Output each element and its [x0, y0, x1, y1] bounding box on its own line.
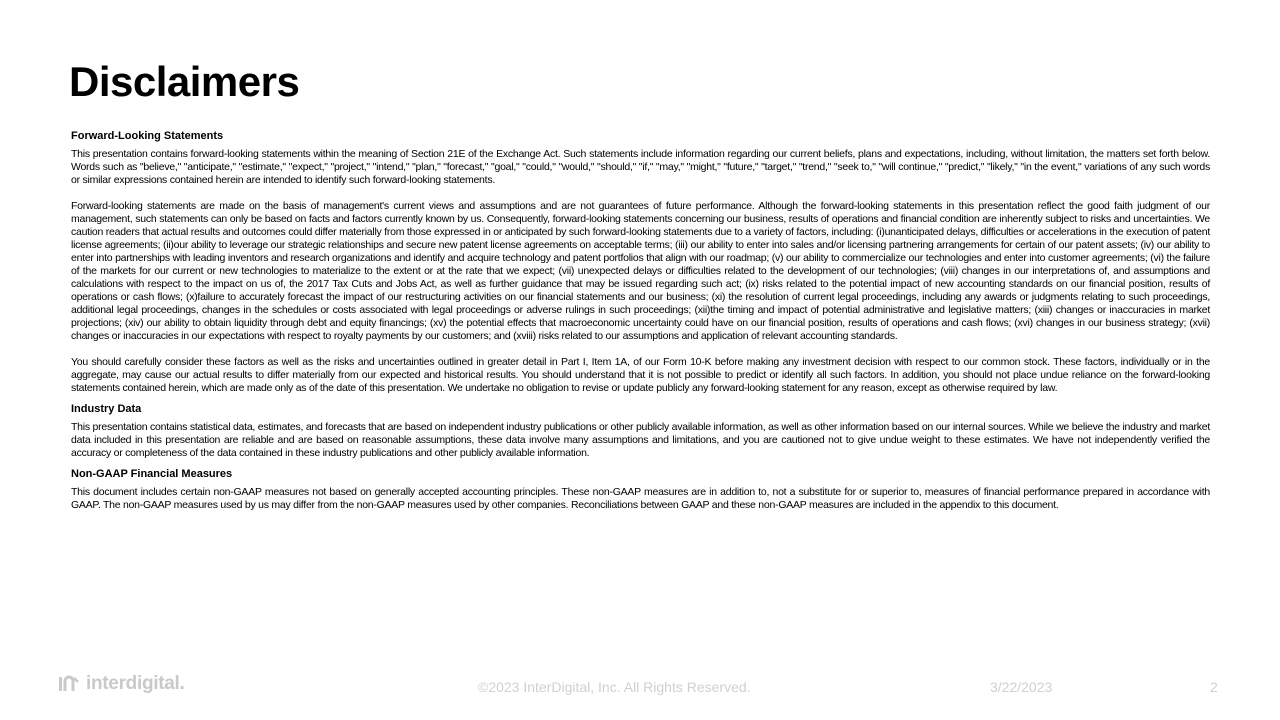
disclaimer-body: [71, 130, 1210, 512]
footer-date: 3/22/2023: [990, 679, 1053, 695]
forward-looking-heading: Forward-Looking Statements: [71, 130, 224, 142]
non-gaap-paragraph: This document includes certain non-GAAP measures not based on generally accepted accounting principles. These non-GAAP measures are in addition to, not a substitute for or superior to, measures of financial performance prepared in accordance with GAAP. The non-GAAP measures used by us may differ from the non-GAAP measures used by other companies. Reconciliations between GAAP and these non-GAAP measures are included in the appendix to this document.: [71, 486, 1210, 511]
interdigital-logo-icon: [58, 675, 80, 693]
non-gaap-heading: Non-GAAP Financial Measures: [71, 468, 233, 480]
company-logo-text: interdigital.: [86, 673, 185, 694]
forward-looking-paragraph-1: This presentation contains forward-looking statements within the meaning of Section 21E of the Exchange Act. Such statements include information regarding our current beliefs, plans and expectations, including, without limitation, the matters set forth below. Words such as "believe," "anticipate," "estimate," "expect," "project," "intend," "plan," "forecast," "goal," "could," "would," "should," "if," "may," "might," "future," "target," "trend," "seek to," "will continue," "predict," "likely," "in the event," variations of any such words or similar expressions contained herein are intended to identify such forward-looking statements.: [71, 148, 1210, 186]
industry-data-paragraph: This presentation contains statistical data, estimates, and forecasts that are based on independent industry publications or other publicly available information, as well as other information based on our internal sources. While we believe the industry and market data included in this presentation are reliable and are based on reasonable assumptions, these data involve many assumptions and limitations, and you are cautioned not to give undue weight to these estimates. We have not independently verified the accuracy or completeness of the data contained in these industry publications and other publicly available information.: [71, 421, 1210, 459]
forward-looking-paragraph-2: Forward-looking statements are made on the basis of management's current views and assumptions and are not guarantees of future performance. Although the forward-looking statements in this presentation reflect the good faith judgment of our management, such statements can only be based on facts and factors currently known by us. Consequently, forward-looking statements concerning our business, results of operations and financial condition are inherently subject to risks and uncertainties. We caution readers that actual results and outcomes could differ materially from those expressed in or anticipated by such forward-looking statements due to a variety of factors, including: (i)unanticipated delays, difficulties or accelerations in the execution of patent license agreements; (ii)our ability to leverage our strategic relationships and secure new patent license agreements on acceptable terms; (iii) our ability to enter into sales and/or licensing partnering arrangements for certain of our patent assets; (iv) our ability to enter into partnerships with leading inventors and research organizations and identify and acquire technology and patent portfolios that align with our roadmap; (v) our ability to commercialize our technologies and enter into customer agreements; (vi) the failure of the markets for our current or new technologies to materialize to the extent or at the rate that we expect; (vii) unexpected delays or difficulties related to the development of our technologies; (viii) changes in our interpretations of, and assumptions and calculations with respect to the impact on us of, the 2017 Tax Cuts and Jobs Act, as well as further guidance that may be issued regarding such act; (ix) risks related to the potential impact of new accounting standards on our financial position, results of operations or cash flows; (x)failure to accurately forecast the impact of our restructuring activities on our financial statements and our business; (xi) the resolution of current legal proceedings, including any awards or judgments relating to such proceedings, additional legal proceedings, changes in the schedules or costs associated with legal proceedings or adverse rulings in such proceedings; (xii)the timing and impact of potential administrative and legislative matters; (xiii) changes or inaccuracies in market projections; (xiv) our ability to obtain liquidity through debt and equity financings; (xv) the potential effects that macroeconomic uncertainty could have on our financial position, results of operations and cash flows; (xvi) changes in our business strategy; (xvii) changes or inaccuracies in our expectations with respect to royalty payments by our customers; and (xviii) risks related to our assumptions and application of relevant accounting standards.: [71, 200, 1210, 342]
slide-title: Disclaimers: [69, 58, 300, 105]
page-number: 2: [1210, 679, 1218, 695]
forward-looking-paragraph-3: You should carefully consider these factors as well as the risks and uncertainties outlined in greater detail in Part I, Item 1A, of our Form 10-K before making any investment decision with respect to our common stock. These factors, individually or in the aggregate, may cause our actual results to differ materially from our expected and historical results. You should understand that it is not possible to predict or identify all such factors. In addition, you should not place undue reliance on the forward-looking statements contained herein, which are made only as of the date of this presentation. We undertake no obligation to revise or update publicly any forward-looking statement for any reason, except as otherwise required by law.: [71, 356, 1210, 394]
industry-data-heading: Industry Data: [71, 403, 142, 415]
footer-copyright: ©2023 InterDigital, Inc. All Rights Reserved.: [478, 679, 751, 695]
company-logo: [58, 673, 185, 695]
